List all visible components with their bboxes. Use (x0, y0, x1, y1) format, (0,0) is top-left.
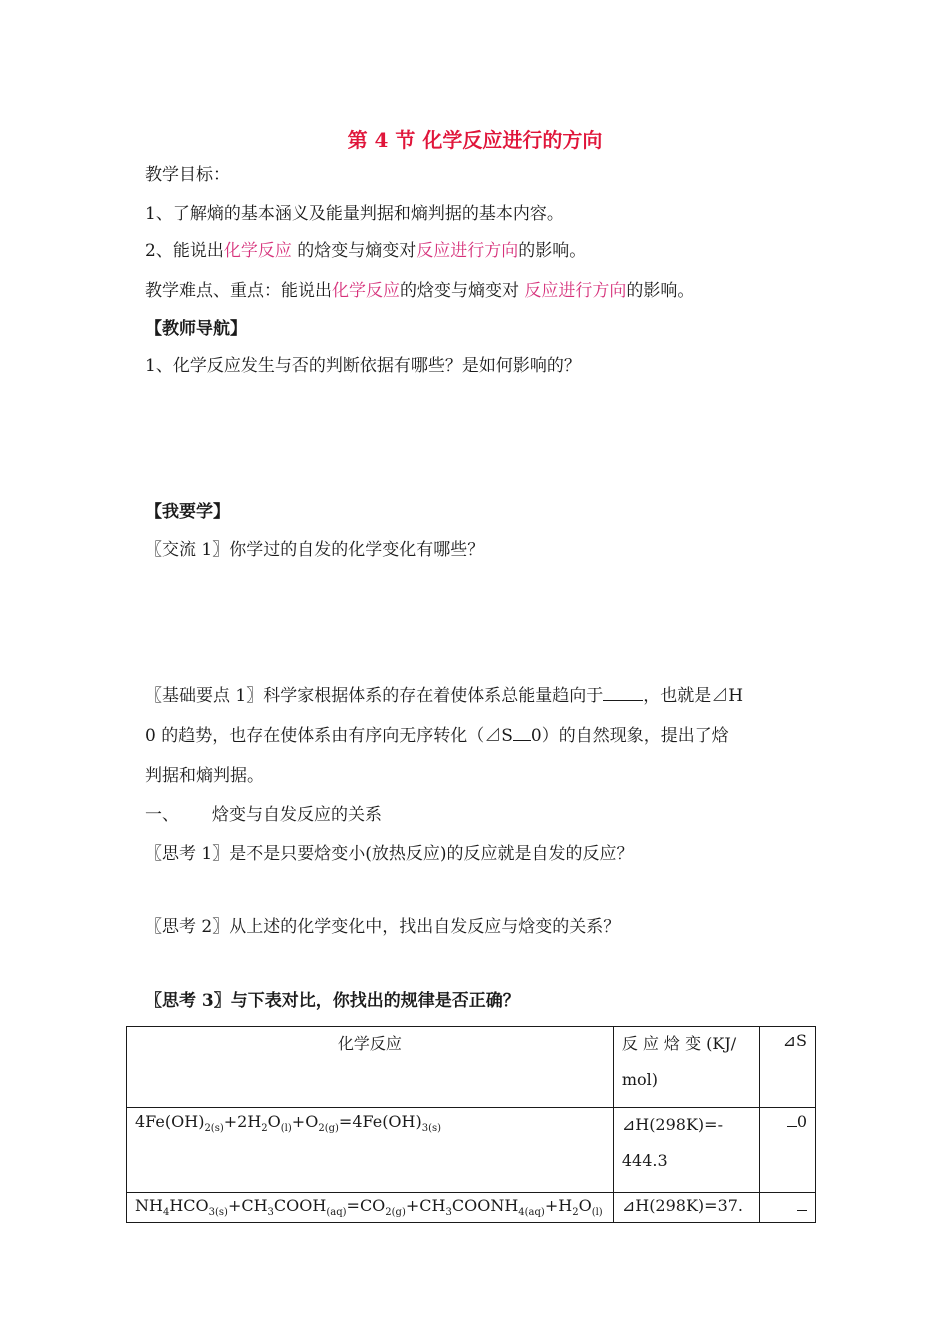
header-entropy: ⊿S (760, 1027, 816, 1108)
entropy-value-1: 0 (760, 1108, 816, 1193)
teacher-question-1: 1、化学反应发生与否的判断依据有哪些？是如何影响的？ (145, 356, 581, 376)
reaction-formula-2: $NH_4HCO_{3(s)}+CH_3COOH_{(aq)}=CO_{2(g)}+CH_3COONH_{4(aq)}+H_2O_{(l)}$ (127, 1193, 614, 1223)
enthalpy-value-1: ⊿H(298K)=- 444.3 (613, 1108, 759, 1193)
header-reaction: 化学反应 (127, 1027, 614, 1108)
header-enthalpy: 反 应 焓 变 (KJ/ mol) (613, 1027, 759, 1108)
key-point-line-3: 判据和熵判据。 (145, 766, 264, 786)
reaction-table (126, 1026, 816, 1223)
fill-blank[interactable] (797, 1196, 807, 1211)
entropy-value-2 (760, 1193, 816, 1223)
think-1: 〖思考 1〗是不是只要焓变小(放热反应)的反应就是自发的反应？ (145, 844, 634, 864)
learn-heading: 【我要学】 (145, 502, 230, 522)
fill-blank[interactable] (513, 724, 531, 741)
difficulty-focus: 教学难点、重点：能说出化学反应的焓变与熵变对 反应进行方向的影响。 (145, 281, 695, 301)
exchange-1: 〖交流 1〗你学过的自发的化学变化有哪些？ (145, 540, 485, 560)
table-header-row (127, 1027, 816, 1108)
objective-1: 1、了解熵的基本涵义及能量判据和熵判据的基本内容。 (145, 204, 564, 224)
section-1-title: 焓变与自发反应的关系 (212, 805, 382, 825)
objectives-heading: 教学目标： (145, 165, 230, 185)
objective-2: 2、能说出化学反应 的焓变与熵变对反应进行方向的影响。 (145, 241, 587, 261)
think-2: 〖思考 2〗从上述的化学变化中，找出自发反应与焓变的关系？ (145, 917, 621, 937)
think-3: 〖思考 3〗与下表对比，你找出的规律是否正确？ (145, 991, 520, 1011)
section-1-number: 一、 (145, 805, 179, 825)
reaction-formula-1: $4Fe(OH)_{2(s)}+2H_2O_{(l)}+O_{2(g)}=4Fe(OH)_{3(s)}$ (127, 1108, 614, 1193)
enthalpy-value-2: ⊿H(298K)=37. (613, 1193, 759, 1223)
table-row (127, 1193, 816, 1223)
table-row (127, 1108, 816, 1193)
page-title: 第 4 节 化学反应进行的方向 (347, 128, 603, 152)
key-point-line-1: 〖基础要点 1〗科学家根据体系的存在着使体系总能量趋向于 ，也就是⊿H (145, 686, 744, 706)
fill-blank[interactable] (787, 1112, 797, 1127)
fill-blank[interactable] (603, 684, 643, 701)
key-point-line-2: 0 的趋势，也存在使体系由有序向无序转化（⊿S 0）的自然现象，提出了焓 (145, 726, 729, 746)
teacher-nav-heading: 【教师导航】 (145, 319, 247, 339)
